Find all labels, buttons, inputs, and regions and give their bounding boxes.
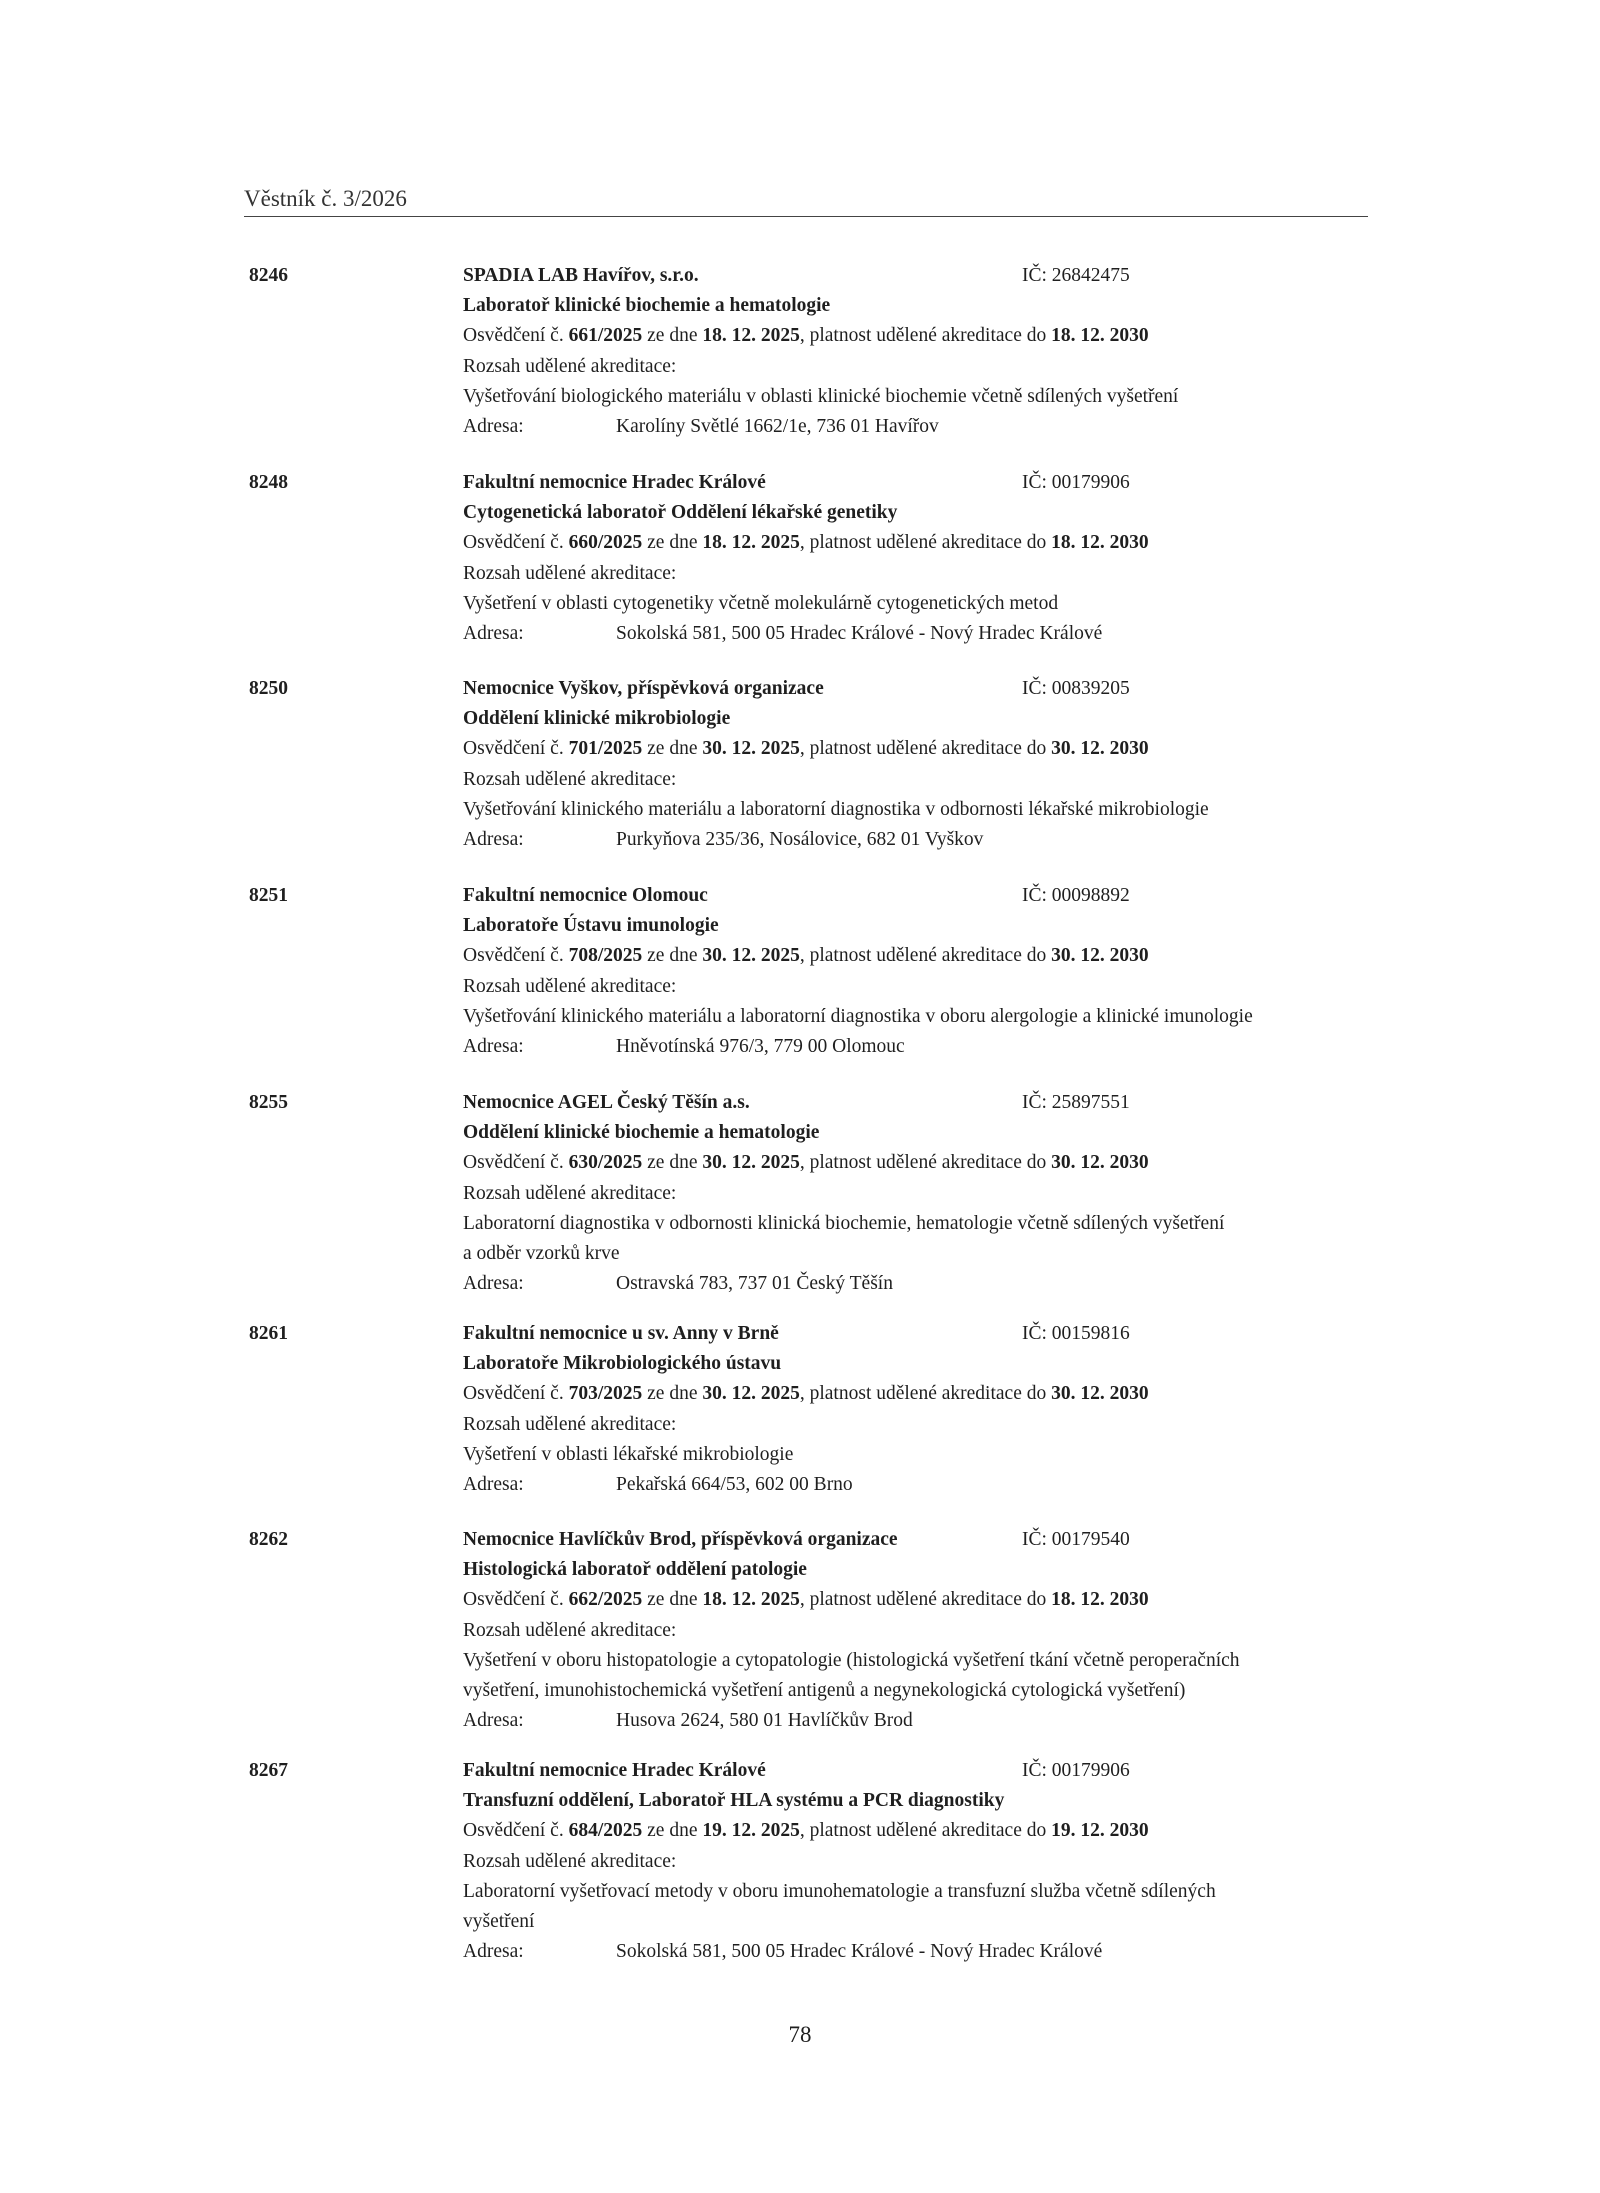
issued-date-label: ze dne — [642, 1820, 703, 1842]
scope-text-line — [463, 1677, 1185, 1705]
department-name: Laboratoř klinické biochemie a hematologie — [463, 295, 831, 317]
ic-number: IČ: 26842475 — [1022, 265, 1130, 286]
address-line — [463, 1938, 1102, 1966]
scope-heading-line — [463, 560, 676, 588]
certificate-label: Osvědčení č. — [463, 945, 569, 967]
issued-date-label: ze dne — [642, 738, 703, 760]
entry-number: 8251 — [249, 885, 288, 906]
address-value: Sokolská 581, 500 05 Hradec Králové - Nový Hradec Králové — [616, 623, 1103, 644]
scope-text-line — [463, 796, 1209, 824]
validity-label: , platnost udělené akreditace do — [799, 738, 1052, 760]
valid-to-date: 30. 12. 2030 — [1051, 738, 1149, 760]
certificate-label: Osvědčení č. — [463, 1383, 569, 1405]
scope-text-line — [463, 1908, 534, 1936]
address-line — [463, 1033, 905, 1061]
issued-date: 18. 12. 2025 — [702, 1589, 800, 1611]
address-value: Ostravská 783, 737 01 Český Těšín — [616, 1273, 893, 1295]
issued-date-label: ze dne — [642, 325, 703, 347]
certificate-line — [463, 735, 1149, 763]
issued-date-label: ze dne — [642, 532, 703, 554]
valid-to-date: 30. 12. 2030 — [1051, 1383, 1149, 1405]
entry-number: 8255 — [249, 1092, 288, 1113]
certificate-line — [463, 942, 1149, 970]
address-value: Karolíny Světlé 1662/1e, 736 01 Havířov — [616, 416, 939, 437]
department-line — [463, 499, 897, 527]
scope-text: Vyšetřování klinického materiálu a laboratorní diagnostika v oboru alergologie a klinické imunologie — [463, 1005, 1253, 1027]
department-name: Cytogenetická laboratoř Oddělení lékařské genetiky — [463, 502, 898, 524]
address-value: Hněvotínská 976/3, 779 00 Olomouc — [616, 1036, 905, 1057]
issued-date-label: ze dne — [642, 1589, 703, 1611]
organization-name: Fakultní nemocnice Olomouc — [463, 885, 708, 906]
scope-text: Laboratorní vyšetřovací metody v oboru imunohematologie a transfuzní služba včetně sdílených — [463, 1880, 1216, 1902]
address-value: Pekařská 664/53, 602 00 Brno — [616, 1474, 853, 1495]
certificate-number: 701/2025 — [568, 738, 643, 760]
department-line — [463, 292, 830, 320]
valid-to-date: 30. 12. 2030 — [1051, 1152, 1149, 1174]
scope-heading: Rozsah udělené akreditace: — [463, 355, 677, 377]
address-label: Adresa: — [463, 416, 524, 437]
address-line — [463, 1707, 913, 1735]
certificate-number: 684/2025 — [568, 1820, 643, 1842]
department-line — [463, 705, 730, 733]
organization-line — [463, 1757, 766, 1785]
certificate-label: Osvědčení č. — [463, 1589, 569, 1611]
ic-number: IČ: 00159816 — [1022, 1323, 1130, 1344]
entry-number: 8250 — [249, 678, 288, 699]
certificate-number: 708/2025 — [568, 945, 643, 967]
issued-date: 30. 12. 2025 — [702, 1383, 800, 1405]
issued-date-label: ze dne — [642, 945, 703, 967]
entry-number: 8248 — [249, 472, 288, 493]
scope-heading: Rozsah udělené akreditace: — [463, 975, 677, 997]
validity-label: , platnost udělené akreditace do — [799, 945, 1052, 967]
address-label: Adresa: — [463, 1474, 524, 1495]
scope-text-line — [463, 383, 1178, 411]
organization-line — [463, 882, 708, 910]
scope-text-line — [463, 1647, 1240, 1675]
valid-to-date: 18. 12. 2030 — [1051, 1589, 1149, 1611]
validity-label: , platnost udělené akreditace do — [799, 1383, 1052, 1405]
validity-label: , platnost udělené akreditace do — [799, 532, 1052, 554]
scope-text: a odběr vzorků krve — [463, 1243, 620, 1264]
organization-line — [463, 469, 766, 497]
ic-number: IČ: 00839205 — [1022, 678, 1130, 699]
department-line — [463, 1556, 807, 1584]
address-label: Adresa: — [463, 1710, 524, 1732]
scope-text: Vyšetření v oblasti cytogenetiky včetně molekulárně cytogenetických metod — [463, 592, 1059, 614]
issued-date-label: ze dne — [642, 1152, 703, 1174]
address-line — [463, 413, 939, 441]
issued-date: 30. 12. 2025 — [702, 738, 800, 760]
scope-heading: Rozsah udělené akreditace: — [463, 1850, 677, 1872]
scope-text: vyšetření, imunohistochemická vyšetření antigenů a negynekologická cytologická vyšetření) — [463, 1680, 1186, 1701]
entry-number: 8261 — [249, 1323, 288, 1344]
scope-heading-line — [463, 1180, 676, 1208]
ic-number: IČ: 00179906 — [1022, 1760, 1130, 1781]
entry-number: 8262 — [249, 1529, 288, 1550]
certificate-line — [463, 1817, 1149, 1845]
address-line — [463, 1471, 853, 1499]
ic-number: IČ: 00098892 — [1022, 885, 1130, 906]
address-value: Sokolská 581, 500 05 Hradec Králové - Nový Hradec Králové — [616, 1941, 1103, 1963]
document-header-title: Věstník č. 3/2026 — [244, 186, 407, 211]
department-name: Laboratoře Mikrobiologického ústavu — [463, 1353, 782, 1375]
validity-label: , platnost udělené akreditace do — [799, 1589, 1052, 1611]
scope-text-line — [463, 590, 1058, 618]
department-name: Transfuzní oddělení, Laboratoř HLA systému a PCR diagnostiky — [463, 1790, 1005, 1812]
department-line — [463, 912, 719, 940]
issued-date: 18. 12. 2025 — [702, 325, 800, 347]
valid-to-date: 30. 12. 2030 — [1051, 945, 1149, 967]
organization-line — [463, 1089, 750, 1117]
scope-heading-line — [463, 973, 676, 1001]
valid-to-date: 18. 12. 2030 — [1051, 325, 1149, 347]
entry-number: 8267 — [249, 1760, 288, 1781]
scope-heading-line — [463, 1848, 676, 1876]
address-label: Adresa: — [463, 829, 524, 850]
certificate-number: 630/2025 — [568, 1152, 643, 1174]
scope-text-line — [463, 1240, 619, 1268]
validity-label: , platnost udělené akreditace do — [799, 1820, 1052, 1842]
scope-heading: Rozsah udělené akreditace: — [463, 1182, 677, 1204]
organization-name: Fakultní nemocnice Hradec Králové — [463, 472, 766, 493]
scope-heading: Rozsah udělené akreditace: — [463, 1413, 677, 1435]
address-line — [463, 826, 983, 854]
issued-date: 19. 12. 2025 — [702, 1820, 800, 1842]
ic-number: IČ: 00179906 — [1022, 472, 1130, 493]
organization-name: Fakultní nemocnice u sv. Anny v Brně — [463, 1323, 779, 1344]
scope-text: Vyšetřování biologického materiálu v oblasti klinické biochemie včetně sdílených vyšetření — [463, 385, 1179, 407]
organization-line — [463, 262, 699, 290]
scope-text-line — [463, 1210, 1224, 1238]
certificate-label: Osvědčení č. — [463, 325, 569, 347]
certificate-number: 661/2025 — [568, 325, 643, 347]
organization-name: Nemocnice AGEL Český Těšín a.s. — [463, 1092, 750, 1113]
organization-name: Nemocnice Havlíčkův Brod, příspěvková organizace — [463, 1529, 898, 1550]
address-label: Adresa: — [463, 623, 524, 644]
address-label: Adresa: — [463, 1273, 524, 1295]
scope-heading-line — [463, 353, 676, 381]
issued-date-label: ze dne — [642, 1383, 703, 1405]
header-divider — [244, 216, 1368, 217]
issued-date: 30. 12. 2025 — [702, 1152, 800, 1174]
scope-heading: Rozsah udělené akreditace: — [463, 768, 677, 790]
organization-line — [463, 675, 824, 703]
scope-text-line — [463, 1878, 1216, 1906]
issued-date: 18. 12. 2025 — [702, 532, 800, 554]
certificate-label: Osvědčení č. — [463, 738, 569, 760]
certificate-line — [463, 322, 1149, 350]
address-label: Adresa: — [463, 1941, 524, 1963]
entry-number: 8246 — [249, 265, 288, 286]
organization-line — [463, 1320, 779, 1348]
address-label: Adresa: — [463, 1036, 524, 1057]
valid-to-date: 19. 12. 2030 — [1051, 1820, 1149, 1842]
ic-number: IČ: 00179540 — [1022, 1529, 1130, 1550]
organization-name: Nemocnice Vyškov, příspěvková organizace — [463, 678, 824, 699]
department-line — [463, 1119, 819, 1147]
department-name: Histologická laboratoř oddělení patologie — [463, 1559, 807, 1581]
scope-text: Vyšetření v oboru histopatologie a cytopatologie (histologická vyšetření tkání včetně peroperačních — [463, 1649, 1240, 1671]
organization-name: Fakultní nemocnice Hradec Králové — [463, 1760, 766, 1781]
organization-line — [463, 1526, 898, 1554]
validity-label: , platnost udělené akreditace do — [799, 325, 1052, 347]
ic-number: IČ: 25897551 — [1022, 1092, 1130, 1113]
department-name: Oddělení klinické biochemie a hematologie — [463, 1122, 820, 1144]
address-line — [463, 1270, 893, 1298]
issued-date: 30. 12. 2025 — [702, 945, 800, 967]
certificate-label: Osvědčení č. — [463, 1820, 569, 1842]
validity-label: , platnost udělené akreditace do — [799, 1152, 1052, 1174]
certificate-number: 662/2025 — [568, 1589, 643, 1611]
organization-name: SPADIA LAB Havířov, s.r.o. — [463, 265, 699, 286]
certificate-number: 660/2025 — [568, 532, 643, 554]
scope-heading-line — [463, 1617, 676, 1645]
valid-to-date: 18. 12. 2030 — [1051, 532, 1149, 554]
department-line — [463, 1350, 781, 1378]
scope-heading: Rozsah udělené akreditace: — [463, 562, 677, 584]
scope-heading-line — [463, 1411, 676, 1439]
scope-text: Laboratorní diagnostika v odbornosti klinická biochemie, hematologie včetně sdílených vyšetření — [463, 1212, 1225, 1234]
address-value: Purkyňova 235/36, Nosálovice, 682 01 Vyškov — [616, 829, 984, 850]
address-value: Husova 2624, 580 01 Havlíčkův Brod — [616, 1710, 913, 1732]
department-name: Laboratoře Ústavu imunologie — [463, 915, 719, 937]
scope-text-line — [463, 1441, 793, 1469]
scope-text: Vyšetření v oblasti lékařské mikrobiologie — [463, 1443, 794, 1465]
page-number: 78 — [788, 2022, 812, 2047]
department-line — [463, 1787, 1004, 1815]
scope-text: vyšetření — [463, 1911, 535, 1932]
address-line — [463, 620, 1102, 648]
scope-heading-line — [463, 766, 676, 794]
certificate-line — [463, 1380, 1149, 1408]
certificate-line — [463, 1586, 1149, 1614]
scope-text: Vyšetřování klinického materiálu a laboratorní diagnostika v odbornosti lékařské mikrobiologie — [463, 798, 1209, 820]
certificate-label: Osvědčení č. — [463, 1152, 569, 1174]
certificate-line — [463, 1149, 1149, 1177]
certificate-line — [463, 529, 1149, 557]
department-name: Oddělení klinické mikrobiologie — [463, 708, 731, 730]
certificate-number: 703/2025 — [568, 1383, 643, 1405]
scope-text-line — [463, 1003, 1253, 1031]
scope-heading: Rozsah udělené akreditace: — [463, 1619, 677, 1641]
certificate-label: Osvědčení č. — [463, 532, 569, 554]
